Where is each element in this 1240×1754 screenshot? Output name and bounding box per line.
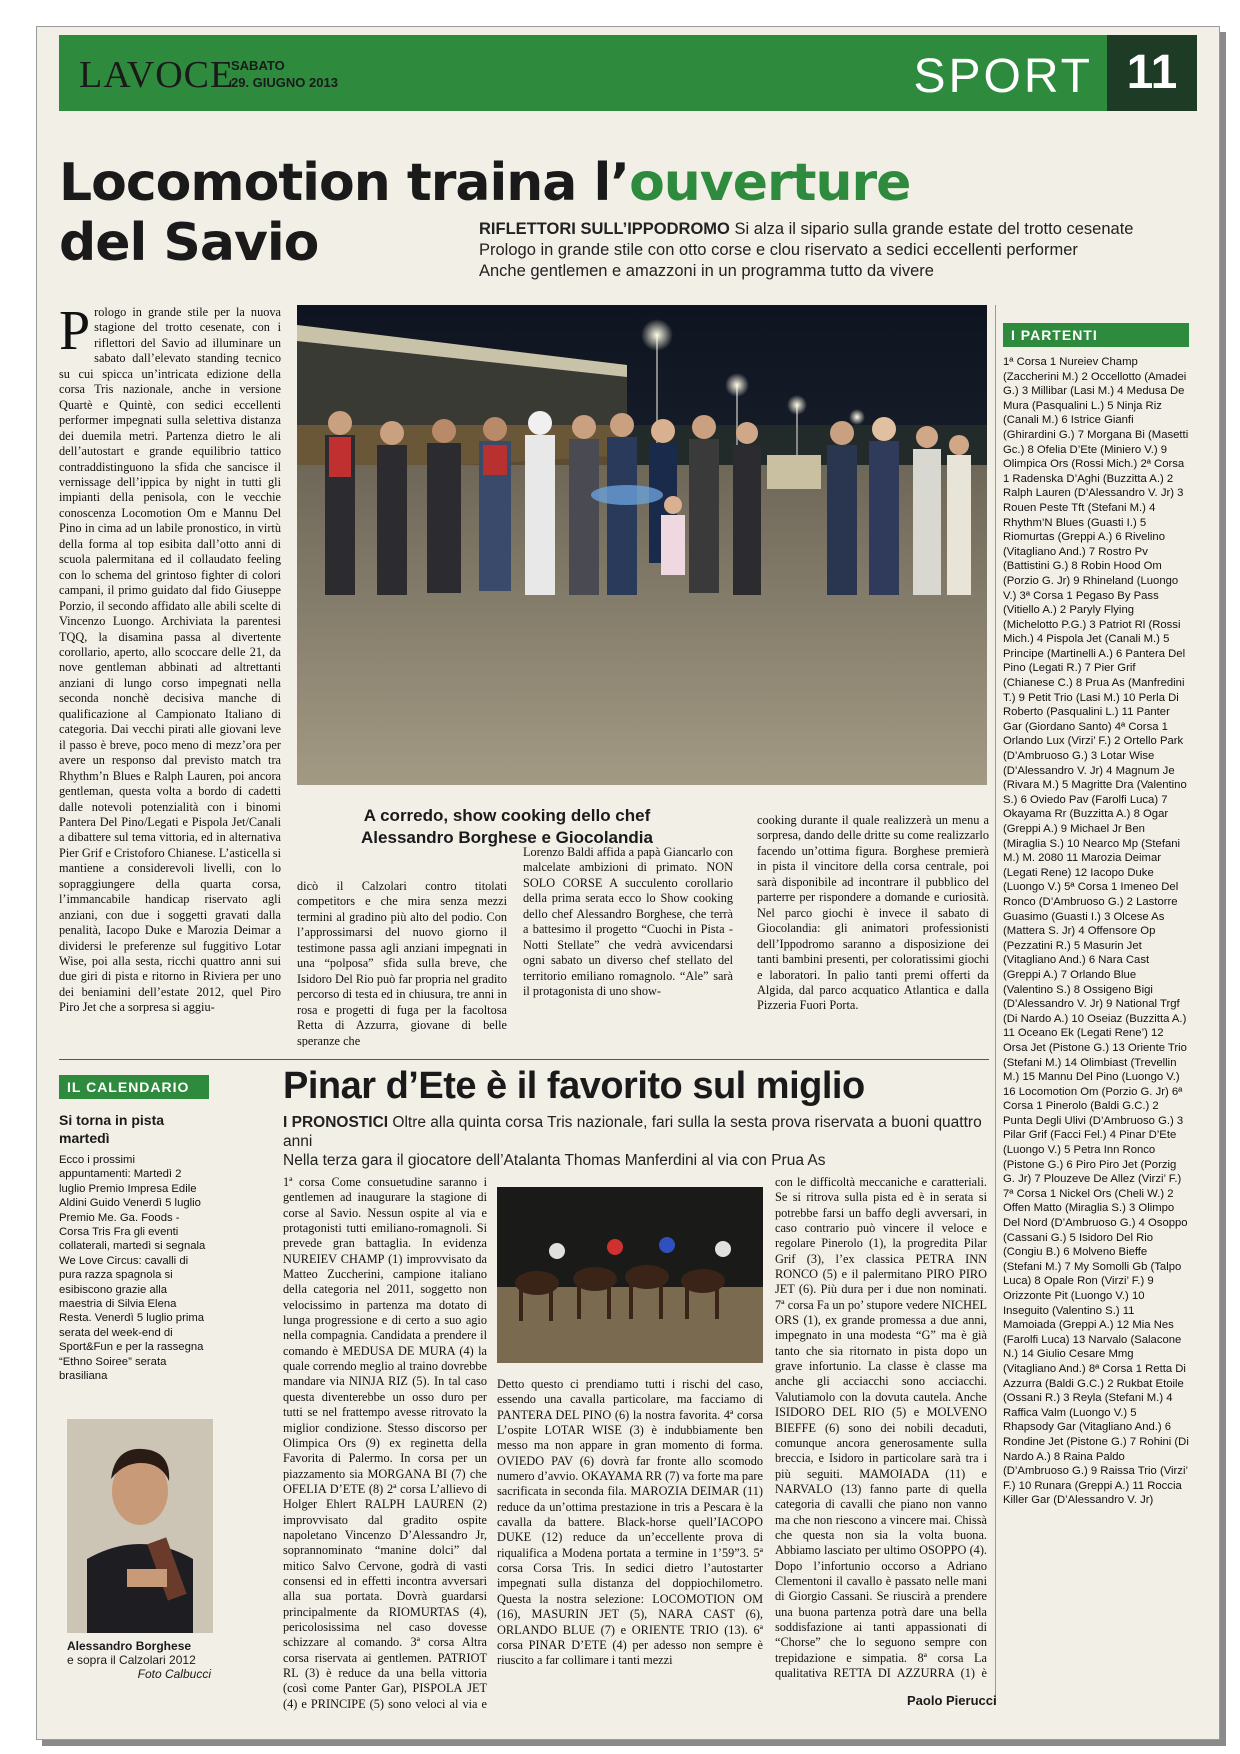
chef-caption-line2: e sopra il Calzolari 2012 — [67, 1653, 196, 1667]
chef-caption-line1: Alessandro Borghese — [67, 1639, 192, 1653]
headline-line2: del Savio — [59, 213, 319, 273]
masthead-date-text: 29. GIUGNO 2013 — [231, 75, 338, 90]
section-divider — [59, 1059, 989, 1060]
photo-award-ceremony — [297, 305, 987, 785]
newspaper-page — [59, 35, 1197, 1721]
photo-caption — [297, 805, 717, 849]
masthead-date — [231, 57, 338, 91]
pronostici-line1: Oltre alla quinta corsa Tris nazionale, fari sulla la sesta prova riservata a buoni quattro anni — [283, 1114, 982, 1150]
chef-portrait-image — [67, 1419, 213, 1633]
main-article-col3: Lorenzo Baldi affida a papà Giancarlo con malcelate ambizioni di primato. NON SOLO CORSE A succulento corollario della prima serata ecco lo Show cooking dello chef Alessandro Borghese, che terrà a battesimo il progetto “Cuochi in Pista - Notti Stellate” che vedrà avvicendarsi ogni sabato un diverso chef stellato del territorio emiliano romagnolo. “Ale” sarà il protagonista di uno show- — [523, 845, 733, 999]
award-ceremony-image — [297, 305, 987, 785]
page-number: 11 — [1107, 35, 1197, 111]
chef-photo — [67, 1419, 213, 1633]
pronostici-line2: Nella terza gara il giocatore dell’Atalanta Thomas Manferdini al via con Prua As — [283, 1152, 826, 1169]
partenti-text: 1ª Corsa 1 Nureiev Champ (Zaccherini M.) 2 Occellotto (Amadei G.) 3 Millibar (Lasi M.) 4 Medusa De Mura (Pasqualini L.) 5 Ninja Riz (Canali M.) 6 Istrice Gianfi (Ghirardini G.) 7 Morgana Bi (Masetti Gc.) 8 Ofelia D’Ete (Miniero V.) 9 Olimpica Ors (Rossi Mich.) 2ª Corsa 1 Radenska D’Aghi (Buzzitta A.) 2 Ralph Lauren (D’Alessandro V. Jr) 3 Rouen Peste Tft (Stefani M.) 4 Rhythm’N Blues (Guasti I.) 5 Riomurtas (Greppi A.) 6 Rivelino (Vitagliano And.) 7 Rostro Pv (Battistini G.) 8 Robin Hood Om (Porzio G. Jr) 9 Rhineland (Luongo V.) 3ª Corsa 1 Pegaso By Pass (Vitiello A.) 2 Paryly Flying (Michelotto P.G.) 3 Patriot Rl (Rossi Mich.) 4 Pispola Jet (Canali M.) 5 Principe (Martinelli A.) 6 Pantera Del Pino (Legati R.) 7 Pier Grif (Chianese C.) 8 Prua As (Manfredini T.) 9 Petit Trio (Lasi M.) 10 Perla Di Roberto (Pasqualini L.) 11 Panter Gar (Giordano Santo) 4ª Corsa 1 Orlando Lux (Virzi’ F.) 2 Ortello Park (D’Ambruoso G.) 3 Lotar Wise (D’Alessandro V. Jr) 4 Magnum Je (Rivara M.) 5 Magritte Dra (Valentino S.) 6 Oviedo Pav (Farolfi Luca) 7 Okayama Rr (Buzzitta A.) 8 Ogar (Greppi A.) 9 Michael Jr Ben (Miraglia S.) 10 Nearco Mp (Stefani M.) M. 2080 11 Marozia Deimar (Legati Rene) 12 Iacopo Duke (Luongo V.) 5ª Corsa 1 Imeneo Del Ronco (D’Ambruoso G.) 2 Lastorre Guasimo (Guasti I.) 3 Olcese As (Mattera S. Jr) 4 Offensore Op (Pezzatini R.) 5 Masurin Jet (Vitagliano And.) 6 Nara Cast (Greppi A.) 7 Orlando Blue (Valentino S.) 8 Ossigeno Bigi (D’Alessandro V. Jr) 9 National Trgf (Di Nardo A.) 10 Oseiaz (Buzzitta A.) 11 Oceano Ek (Legati Rene’) 12 Orsa Jet (Pistone G.) 13 Oriente Trio (Stefani M.) 14 Olimbiast (Trevellin M.) 15 Mannu Del Pino (Luongo V.) 16 Locomotion Om (Porzio G. Jr) 6ª Corsa 1 Pinerolo (Baldi G.C.) 2 Punta Degli Ulivi (D’Ambruoso G.) 3 Pilar Grif (Facci Fel.) 4 Pinar D’Ete (Luongo V.) 5 Petra Inn Ronco (Pistone G.) 6 Piro Piro Jet (Porzig G. Jr) 7 Plouzeve De Allez (Virzi’ F.) 7ª Corsa 1 Nickel Ors (Cheli W.) 2 Offen Matto (Miraglia S.) 3 Olimpo Del Nord (D’Ambruoso G.) 4 Osoppo (Cassani G.) 5 Isidoro Del Rio (Congiu B.) 6 Molveno Bieffe (Stefani M.) 7 My Somolli Gb (Talpo Luca) 8 Opale Ron (Virzi’ F.) 9 Orizzonte Pit (Luongo V.) 10 Inseguito (Valentino S.) 11 Mamoiada (Greppi A.) 12 Mia Nes (Farolfi Luca) 13 Narvalo (Salacone N.) 14 Giulio Cesare Mmg (Vitagliano And.) 8ª Corsa 1 Retta Di Azzurra (Baldi G.C.) 2 Rukbat Etoile (Ossani R.) 3 Reyla (Stefani M.) 4 Raffica Valm (Luongo V.) 5 Rhapsody Gar (Vitagliano And.) 6 Rondine Jet (Pistone G.) 7 Rohini (Di Nardo A.) 8 Raina Paldo (D’Ambruoso G.) 9 Raissa Trio (Virzi’ F.) 10 Runara (Greppi A.) 11 Roccia Killer Gar (D’Alessandro V. Jr) — [1003, 356, 1189, 1507]
main-article-col2: dicò il Calzolari contro titolati competitors e che mira senza mezzi termini al gradino più alto del podio. Con l’approssimarsi del nuovo giorno il testimone passa agli anziani impegnati in una “polposa” sfida sulla breve, che Isidoro Del Rio può far propria nel gradito percorso di testa ed in chiusura, tre anni in rosa e progetti di fuga per la facoltosa Retta di Azzurra, giovane di belle speranze che — [297, 879, 507, 1047]
byline: Paolo Pierucci — [907, 1693, 997, 1708]
drop-cap: P — [59, 305, 91, 362]
main-article-col4: cooking durante il quale realizzerà un menu a sorpresa, dando delle dritte su come realizzarlo facendo un’ottima figura. Borghese premierà in pista il vincitore della corsa centrale, poi sarà disponibile ad incontrare il pubblico del parterre per rispondere a domande e curiosità. Nel parco giochi è invece il sabato di Giocolandia: gli animatori professionisti dell’Ippodromo saranno a disposizione dei tanti bambini presenti, per coloratissimi giochi e laboratori. In palio tanti premi offerti da Algida, dal parco acquatico Atlantica e dalla Pizzeria Fuori Porta. — [757, 813, 989, 1013]
kicker-line3: Anche gentlemen e amazzoni in un programma tutto da vivere — [479, 262, 934, 280]
calendario-subtitle: Si torna in pista martedì — [59, 1112, 165, 1146]
pronostici-kicker — [283, 1113, 993, 1170]
calendario-box — [59, 1075, 209, 1384]
pronostici-col3: con le difficoltà meccaniche e caratteriali. Se si ritrova sulla pista ed è in serata si potrebbe farsi un baffo degli avversari, in caso contrario può vincere il veloce e regolare Pinerolo (1), la progredita Pilar Grif (3), l’ex classica PETRA INN RONCO (5) e il palermitano PIRO PIRO JET (6). Più dura per i due non nominati. 7ª corsa Fa un po’ stupore vedere NICHEL ORS (1), ex grande promessa a due anni, impegnato in una modesta “G” ma è già tanto che sia ritornato in pista dopo un grave infortunio. La classe è classe ma anche gli acciacchi sono acciacchi. Valutiamolo con la dovuta cautela. Anche ISIDORO DEL RIO (5) e MOLVENO BIEFFE (6) sono dei nobili decaduti, comunque ancora generosamente sulla breccia, e Isidoro in particolare sarà tra i più seguiti. MAMOIADA (11) e NARVALO (13) fanno parte di quella categoria di cavalli che piano non vanno ma che non riescono a vincere mai. Chissà che questa non sia la volta buona. Abbiamo lasciato per ultimo OSOPPO (4). Dopo l’infortunio occorso a Adriano Clementoni il cavallo è passato nelle mani di Giorgio Cassani. Se riuscirà a prendere una buona partenza potrà dare una bella soddisfazione ai tanti appassionati di “Chorse” che lo seguono sempre con trepidazione e simpatia. 8ª corsa La qualitativa RETTA DI AZZURRA (1) è — [775, 1175, 987, 1680]
masthead-logo: LAVOCE — [79, 54, 235, 96]
photo-caption-line1: A corredo, show cooking dello chef — [363, 806, 651, 825]
headline-accent: ouverture — [629, 153, 911, 213]
main-article-col1-text: rologo in grande stile per la nuova stagione del trotto cesenate, con i riflettori del Savio ad illuminare un sabato dall’elevato standing tecnico su cui spicca un’intricata edizione della corsa Tris nazionale, anche in versione Quartè e Quintè, con sedici eccellenti performer impegnati sulla selettiva distanza dei duemila metri. Partenza dietro le ali dell’autostart e grande equilibrio tattico contraddistinguono la sfida che sancisce il vernissage dell’ippica by night in tutti gli impianti della penisola, con le vecchie conoscenza Locomotion Om e Mannu Del Pino in cima ad un labile pronostico, in virtù della forma al top esibita dall’otto anni di scuola palermitana ed il collaudato feeling con lo schema del grintoso fighter di colori campani, il primo guidato dal fido Giuseppe Porzio, il secondo affidato alle abili scelte di Vincenzo Luongo. Archiviata la parentesi TQQ, la disamina passa al divertente corollario, aperto, allo scoccare delle 21, da nove gentleman abbinati ad altrettanti anziani di lungo corso impegnati nella seconda nonchè decisiva manche di qualificazione al Campionato Italiano di categoria. Dai vecchi pirati alle giovani leve il passo è breve, poco meno di mezz’ora per avere un responso dal previsto match tra Rhythm’n Blues e Ralph Lauren, poi ancora gentleman, questa volta a bordo di cadetti dalle notevoli potenzialità con i binomi Pantera Del Pino/Legati e Pispola Jet/Canali a dibattere sul tema vittoria, ed in alternativa Pier Grif e Cristoforo Chianese. L’asticella si mantiene a considerevoli livelli, con lo sopraggiungere della quarta corsa, l’immancabile handicap riservato agli anziani, con due i soggetti gravati dalla penalità, Iacopo Duke e Marozia Deimar a dividersi le preferenze sul fuggitivo Lotar Wise, poi alla sesta, ricchi quattro anni sui due giri di pista e ritorno in Riviera per uno dei beniamini dell’estate 2012, quel Piro Piro Jet che a sorpresa si aggiu- — [59, 305, 281, 1015]
partenti-title: I PARTENTI — [1003, 323, 1189, 347]
newspaper-sheet — [36, 26, 1220, 1740]
photo-trotting-race — [497, 1187, 763, 1363]
section-name: SPORT — [913, 50, 1093, 103]
pronostici-col2: Detto questo ci prendiamo tutti i rischi del caso, essendo una cavalla particolare, ma facciamo di PANTERA DEL PINO (6) la nostra favorita. 4ª corsa L’ospite LOTAR WISE (3) è indubbiamente ben messo ma non appare in gran momento di forma. OVIEDO PAV (6) dovrà far fronte allo scomodo numero d’avvio. OKAYAMA RR (7) va forte ma pare sacrificata in seconda fila. MAROZIA DEIMAR (11) reduce da un’ottima prestazione in tris a Pescara è la cavalla da battere. Black-horse quell’IACOPO DUKE (12) reduce da un’eccellente prova di riqualifica a Modena portata a termine in 1’59”3. 5ª corsa Corsa Tris. In sedici dietro l’autostarter impegnati sulla distanza del doppiochilometro. Questa la nostra selezione: LOCOMOTION OM (16), MASURIN JET (5), NARA CAST (6), ORLANDO BLUE (7) e ORIENTE TRIO (13). 6ª corsa PINAR D’ETE (4) per adesso non sempre è riuscito a far collimare i tanti mezzi — [497, 1377, 763, 1668]
pronostici-label: I PRONOSTICI — [283, 1114, 389, 1131]
pronostici-headline: Pinar d’Ete è il favorito sul miglio — [283, 1065, 865, 1107]
headline-part1: Locomotion traina l’ — [59, 153, 630, 213]
pronostici-col1: 1ª corsa Come consuetudine saranno i gentlemen ad inaugurare la stagione di corse al Savio. Nessun ospite al via e protagonisti tutti emiliano-romagnoli. Si prevede gran battaglia. In evidenza NUREIEV CHAMP (1) improvvisato da Matteo Zuccherini, campione italiano della categoria nel 2011, soggetto non velocissimo in partenza ma dotato di lunga progressione e di certo a suo agio nella compagnia. Candidata a prendere il comando è MEDUSA DE MURA (4) la quale correndo meglio al traino dovrebbe mandare via NINJA RIZ (5). In tal caso questa diventerebbe un osso duro per tutti se nel frattempo avesse ritrovato la miglior condizione. Stesso discorso per Olimpica Ors (9) ex reginetta della Favorita di Palermo. In corsa per un piazzamento sia MORGANA BI (7) che OFELIA D’ETE (8) 2ª corsa L’allievo di Holger Ehlert RALPH LAUREN (2) improvvisato dal gradito ospite napoletano Vincenzo D’Alessandro Jr, soprannominato “manine dolci” dal mitico Salvo Cervone, godrà di vasti consensi ed in effetti incontra avversari alla sua portata. Dovrà guardarsi principalmente da RIOMURTAS (4), pericolosissima nel caso dovesse schizzare al comando. 3ª corsa Altra corsa riservata ai gentlemen. PATRIOT RL (3) è reduce da una bella vittoria (così come Panter Gar), PISPOLA JET (4) e PRINCIPE (5) sono veloci al via e — [283, 1175, 487, 1711]
kicker-line2: Prologo in grande stile con otto corse e clou riservato a sedici eccellenti performer — [479, 241, 1078, 259]
photo-caption-line2: Alessandro Borghese e Giocolandia — [361, 828, 653, 847]
masthead-band — [59, 35, 1197, 111]
column-rule — [995, 305, 996, 1705]
masthead-day: SABATO — [231, 58, 285, 73]
main-kicker — [479, 219, 1179, 282]
trotting-race-image — [497, 1187, 763, 1363]
calendario-title: IL CALENDARIO — [59, 1075, 209, 1099]
calendario-text: Ecco i prossimi appuntamenti: Martedì 2 luglio Premio Impresa Edile Aldini Guido Venerdì 5 luglio Premio Me. Ga. Foods - Corsa Tris Fra gli eventi collaterali, martedì si segnala We Love Circus: cavalli di pura razza spagnola si esibiscono grazie alla maestria di Silvia Elena Resta. Venerdì 5 luglio prima serata del week-end di Sport&Fun e per la rassegna “Ethno Soiree” serata brasiliana — [59, 1154, 206, 1383]
kicker-label: RIFLETTORI SULL’IPPODROMO — [479, 220, 730, 238]
chef-caption — [67, 1639, 217, 1681]
partenti-box — [1003, 323, 1189, 1715]
kicker-line1: Si alza il sipario sulla grande estate del trotto cesenate — [734, 220, 1134, 238]
photo-credit: Foto Calbucci — [137, 1667, 211, 1681]
main-article-col1 — [59, 305, 281, 1047]
